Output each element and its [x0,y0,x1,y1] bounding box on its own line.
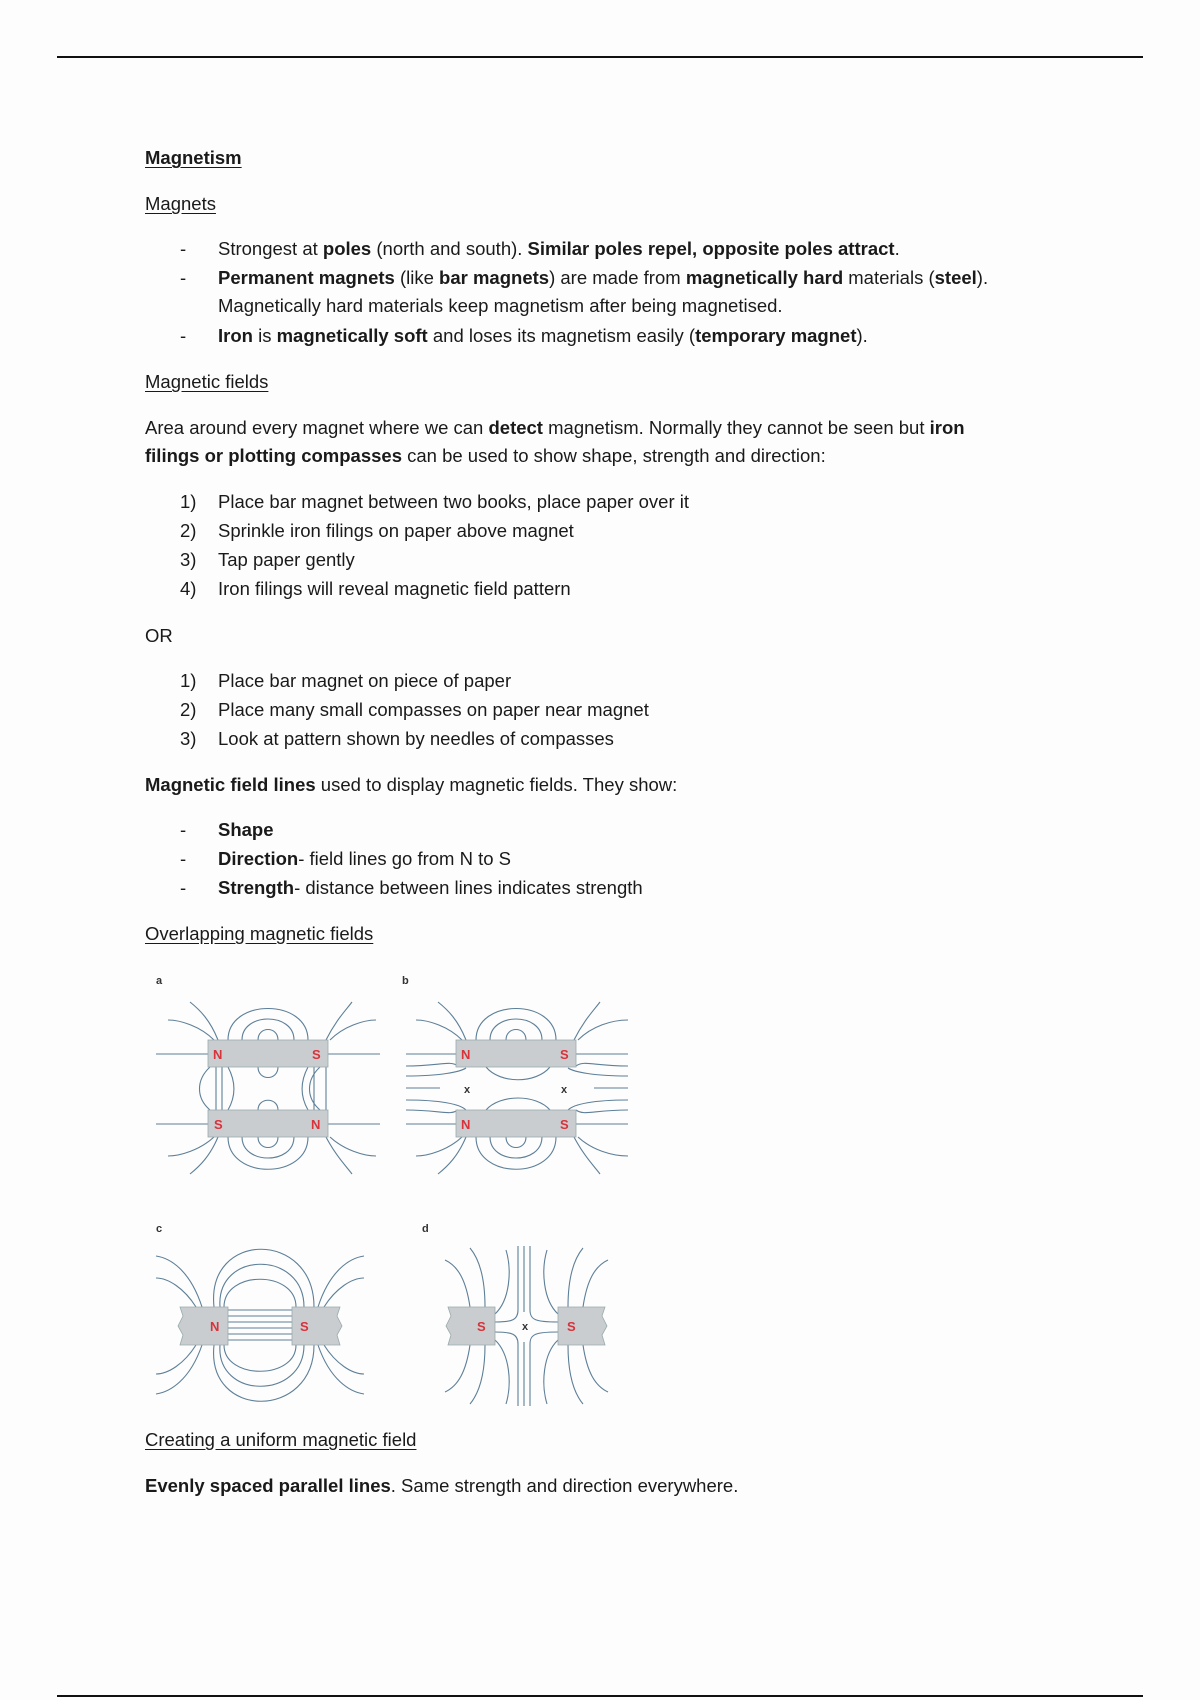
list1-item: Iron filings will reveal magnetic field pattern [218,578,571,599]
magnets-bullet-1 [218,238,900,260]
bold-text: detect [488,417,543,438]
text-run: Strongest at [218,238,323,259]
pole-label: N [210,1319,220,1334]
bold-text: steel [934,267,977,288]
list-marker: 4) [180,578,197,599]
panel-label-b: b [402,975,409,987]
panel-label-c: c [156,1223,163,1235]
bold-text: Strength [218,877,295,898]
list2-item: Place bar magnet on piece of paper [218,670,512,691]
text-run: (like [394,267,440,288]
field-lines-bullet [218,848,511,870]
bold-text: poles [322,238,372,259]
field-lines-bullet [218,819,274,841]
list-marker: 3) [180,728,197,749]
pole-label: S [560,1117,569,1132]
text-run: magnetism. Normally they cannot be seen but [542,417,930,438]
magnets-bullet-2-cont [218,295,783,317]
text-run: . [894,238,900,259]
panel-label-d: d [422,1223,429,1235]
pole-label: N [461,1047,471,1062]
text-run: materials ( [843,267,935,288]
list1-item: Place bar magnet between two books, place paper over it [218,491,690,512]
text-run: ). [856,325,868,346]
text-run: . Same strength and direction everywhere. [390,1475,739,1496]
fields-para-line-1 [145,417,965,439]
list-marker: 2) [180,699,197,720]
pole-label: S [560,1047,569,1062]
magnet [446,1307,495,1345]
overlapping-fields-diagram [140,960,640,1420]
bullet-marker: - [180,325,187,346]
magnet [208,1110,328,1137]
list1-item: Sprinkle iron filings on paper above magnet [218,520,574,541]
text-run: ). [976,267,989,288]
bold-text: bar magnets [439,267,550,288]
bullet-marker: - [180,238,187,259]
field-lines-intro [145,774,677,796]
bold-text: filings or plotting compasses [145,445,402,466]
pole-label: S [214,1117,223,1132]
magnet [456,1110,576,1137]
pole-label: S [477,1319,486,1334]
bold-text: Permanent magnets [218,267,395,288]
bold-text: magnetically soft [276,325,428,346]
bold-text: Magnetic field lines [145,774,316,795]
text-run: is [252,325,277,346]
bullet-marker: - [180,877,187,898]
text-run: used to display magnetic fields. They show: [315,774,678,795]
bold-text: Direction [218,848,299,869]
pole-label: N [461,1117,471,1132]
heading-magnetic-fields: Magnetic fields [145,371,269,392]
footer-rule [57,1695,1143,1697]
field-lines-bullet [218,877,643,899]
text-run: ) are made from [549,267,686,288]
pole-label: S [312,1047,321,1062]
uniform-field-text [145,1475,738,1497]
fields-para-line-2 [145,445,826,467]
list1-item: Tap paper gently [218,549,355,570]
heading-magnets: Magnets [145,193,216,214]
text-run: can be used to show shape, strength and direction: [401,445,826,466]
panel-label-a: a [156,975,163,987]
bold-text: Evenly spaced parallel lines [145,1475,391,1496]
header-rule [57,56,1143,58]
text-run: and loses its magnetism easily ( [427,325,696,346]
document-title: Magnetism [145,147,242,168]
neutral-point: x [522,1321,529,1333]
panel-b-field-lines [406,1002,628,1174]
list-marker: 1) [180,491,197,512]
magnet [178,1307,228,1345]
magnet [456,1040,576,1067]
neutral-point: x [561,1084,568,1096]
bullet-marker: - [180,267,187,288]
pole-label: S [567,1319,576,1334]
text-run: - field lines go from N to S [298,848,512,869]
pole-label: S [300,1319,309,1334]
magnet [208,1040,328,1067]
or-text: OR [145,625,173,646]
heading-uniform-field: Creating a uniform magnetic field [145,1429,417,1450]
list2-item: Look at pattern shown by needles of compasses [218,728,614,749]
bold-text: Similar poles repel, opposite poles attract [527,238,895,259]
text-run: (north and south). [371,238,528,259]
magnets-bullet-2 [218,267,988,289]
bold-text: temporary magnet [695,325,857,346]
bold-text: Shape [218,819,274,840]
bullet-marker: - [180,819,187,840]
text-run: Area around every magnet where we can [145,417,489,438]
bold-text: magnetically hard [685,267,844,288]
list-marker: 3) [180,549,197,570]
neutral-point: x [464,1084,471,1096]
list-marker: 2) [180,520,197,541]
bold-text: iron [929,417,965,438]
pole-label: N [311,1117,321,1132]
bullet-marker: - [180,848,187,869]
text-run: Magnetically hard materials keep magnetism after being magnetised. [218,295,783,316]
panel-a-field-lines [156,1002,380,1174]
pole-label: N [213,1047,223,1062]
magnet [558,1307,607,1345]
heading-overlapping-fields: Overlapping magnetic fields [145,923,374,944]
text-run: - distance between lines indicates strength [294,877,643,898]
magnets-bullet-3 [218,325,868,347]
list-marker: 1) [180,670,197,691]
list2-item: Place many small compasses on paper near magnet [218,699,649,720]
bold-text: Iron [218,325,253,346]
